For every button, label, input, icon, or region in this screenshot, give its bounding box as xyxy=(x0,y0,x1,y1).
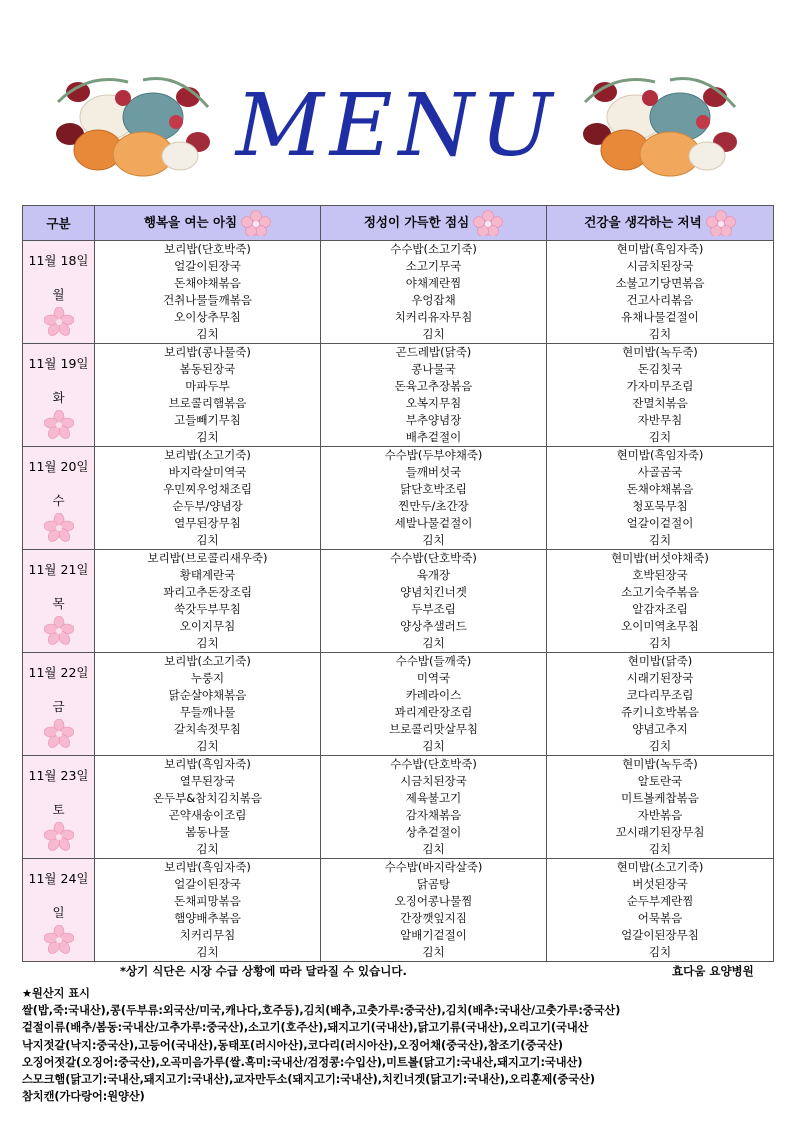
day-cell xyxy=(23,447,95,550)
lunch-cell xyxy=(321,653,547,756)
dish-item: 김치 xyxy=(648,636,672,650)
dish-item: 봄동나물 xyxy=(185,825,230,839)
dish-item: 누룽지 xyxy=(190,671,225,685)
dish-item: 보리밥(소고기죽) xyxy=(164,448,251,462)
pumpkin-bouquet-icon xyxy=(48,62,218,180)
dish-item: 온두부&참치김치볶음 xyxy=(153,791,262,805)
dish-item: 햄양배추볶음 xyxy=(174,911,241,925)
header-lunch-label: 정성이 가득한 점심 xyxy=(363,214,470,230)
dish-item: 김치 xyxy=(196,739,219,753)
dish-item: 알토란국 xyxy=(637,774,683,788)
dish-item: 제육불고기 xyxy=(405,791,462,805)
dish-item: 수수밥(단호박죽) xyxy=(390,551,477,565)
dish-item: 쥬키니호박볶음 xyxy=(621,705,699,719)
dish-item: 알감자조림 xyxy=(632,602,688,616)
origin-line: 낙지젓갈(낙지:중국산),고등어(국내산),동태포(러시아산),코다리(러시아산),오징어채(중국산),참조기(중국산) xyxy=(22,1038,563,1052)
dish-item: 김치 xyxy=(422,327,445,341)
dish-item: 건고사리볶음 xyxy=(626,293,694,307)
dish-item: 무들깨나물 xyxy=(179,705,236,719)
dish-item: 얼갈이된장무침 xyxy=(621,928,699,942)
lunch-cell xyxy=(321,756,547,859)
dish-item: 사골곰국 xyxy=(637,465,683,479)
menu-change-note: *상기 식단은 시장 수급 상황에 따라 달라질 수 있습니다. xyxy=(120,964,407,978)
dish-item: 수수밥(두부야채죽) xyxy=(384,448,483,462)
day-row xyxy=(23,550,774,653)
day-date: 11월 18일 xyxy=(28,253,89,268)
dish-item: 자반무침 xyxy=(637,413,683,427)
dish-item: 브로콜리햄볶음 xyxy=(168,396,247,410)
dinner-cell xyxy=(547,756,774,859)
page-title: MENU xyxy=(235,76,559,176)
hospital-name: 효다움 요양병원 xyxy=(672,964,754,978)
dish-item: 간장깻잎지짐 xyxy=(400,911,467,925)
flower-icon xyxy=(23,307,94,341)
dish-item: 수수밥(소고기죽) xyxy=(390,242,477,256)
dish-item: 보리밥(흑임자죽) xyxy=(164,757,251,771)
dish-item: 김치 xyxy=(196,842,219,856)
dish-item: 쑥갓두부무침 xyxy=(174,602,241,616)
dish-item: 순두부계란찜 xyxy=(626,894,694,908)
dish-item: 김치 xyxy=(196,327,219,341)
dish-item: 양념고추지 xyxy=(632,722,688,736)
day-row xyxy=(23,344,774,447)
dish-item: 수수밥(바지락살죽) xyxy=(384,860,483,874)
dish-item: 코다리무조림 xyxy=(626,688,694,702)
dish-item: 미트볼케찹볶음 xyxy=(621,791,699,805)
dish-item: 오이지무침 xyxy=(179,619,236,633)
lunch-cell xyxy=(321,344,547,447)
lunch-cell xyxy=(321,859,547,962)
day-cell xyxy=(23,241,95,344)
dish-item: 열무된장무침 xyxy=(174,516,241,530)
dish-item: 현미밥(닭죽) xyxy=(627,654,693,668)
day-date: 11월 23일 xyxy=(28,768,89,783)
dish-item: 부추양념장 xyxy=(405,413,462,427)
origin-line: 쌀(밥,죽:국내산),콩(두부류:외국산/미국,캐나다,호주등),김치(배추,고춧가루:중국산),김치(배추:국내산/고춧가루:중국산) xyxy=(22,1004,621,1018)
dish-item: 고들빼기무침 xyxy=(174,413,241,427)
dish-item: 육개장 xyxy=(416,568,451,582)
menu-body xyxy=(23,241,774,962)
dish-item: 황태계란국 xyxy=(179,568,236,582)
day-date: 11월 21일 xyxy=(28,562,89,577)
day-cell xyxy=(23,344,95,447)
dish-item: 김치 xyxy=(196,636,219,650)
dish-item: 우민찌우엉채조림 xyxy=(163,482,252,496)
dish-item: 닭곰탕 xyxy=(416,877,451,891)
dish-item: 돈채야채볶음 xyxy=(626,482,694,496)
dish-item: 얼갈이겉절이 xyxy=(626,516,694,530)
dish-item: 바지락살미역국 xyxy=(168,465,247,479)
dish-item: 보리밥(단호박죽) xyxy=(164,242,251,256)
header-dinner-label: 건강을 생각하는 저녁 xyxy=(584,214,702,230)
dish-item: 돈육고추장볶음 xyxy=(394,379,473,393)
origin-notice xyxy=(22,985,782,1105)
dish-item: 치커리유자무침 xyxy=(394,310,473,324)
dish-item: 양념치킨너겟 xyxy=(400,585,467,599)
dish-item: 어묵볶음 xyxy=(637,911,683,925)
dish-item: 수수밥(들깨죽) xyxy=(395,654,472,668)
flower-icon xyxy=(473,210,503,236)
day-weekday: 일 xyxy=(52,905,65,920)
dish-item: 콩나물국 xyxy=(411,362,456,376)
dish-item: 알배기겉절이 xyxy=(400,928,467,942)
origin-line: 참치캔(가다랑어:원양산) xyxy=(22,1090,145,1104)
dish-item: 김치 xyxy=(648,430,672,444)
dish-item: 현미밥(흑임자죽) xyxy=(616,448,704,462)
dish-item: 열무된장국 xyxy=(179,774,236,788)
day-date: 11월 22일 xyxy=(28,665,89,680)
header-lunch xyxy=(321,206,547,241)
breakfast-cell xyxy=(95,447,321,550)
dinner-cell xyxy=(547,550,774,653)
header-category: 구분 xyxy=(23,206,95,241)
dish-item: 찐만두/초간장 xyxy=(398,499,469,513)
day-weekday: 목 xyxy=(52,596,65,611)
dish-item: 곤약새송이조림 xyxy=(168,808,247,822)
flower-icon xyxy=(241,210,271,236)
lunch-cell xyxy=(321,550,547,653)
dish-item: 얼갈이된장국 xyxy=(174,259,241,273)
day-weekday: 수 xyxy=(52,493,65,508)
flower-icon xyxy=(23,513,94,547)
dish-item: 오이미역초무침 xyxy=(621,619,699,633)
flower-icon xyxy=(23,410,94,444)
dish-item: 꽈리계란장조림 xyxy=(394,705,473,719)
dish-item: 갈치속젓무침 xyxy=(174,722,241,736)
dish-item: 야채계란찜 xyxy=(405,276,462,290)
dish-item: 소고기무국 xyxy=(405,259,462,273)
dish-item: 두부조림 xyxy=(411,602,456,616)
weekly-menu-table xyxy=(22,205,774,962)
dish-item: 브로콜리맛살무침 xyxy=(389,722,478,736)
breakfast-cell xyxy=(95,859,321,962)
dish-item: 시래기된장국 xyxy=(626,671,694,685)
dish-item: 카레라이스 xyxy=(405,688,462,702)
header-breakfast-label: 행복을 여는 아침 xyxy=(143,214,238,230)
origin-line: 스모크햄(닭고기:국내산,돼지고기:국내산),교자만두소(돼지고기:국내산),치킨너겟(닭고기:국내산),오리훈제(중국산) xyxy=(22,1073,595,1087)
day-weekday: 화 xyxy=(52,390,65,405)
breakfast-cell xyxy=(95,550,321,653)
day-date: 11월 24일 xyxy=(28,871,89,886)
day-date: 11월 19일 xyxy=(28,356,89,371)
dish-item: 마파두부 xyxy=(185,379,230,393)
dish-item: 버섯된장국 xyxy=(632,877,688,891)
flower-icon xyxy=(23,719,94,753)
day-row xyxy=(23,756,774,859)
day-cell xyxy=(23,859,95,962)
lunch-cell xyxy=(321,447,547,550)
dish-item: 김치 xyxy=(422,945,445,959)
dish-item: 보리밥(소고기죽) xyxy=(164,654,251,668)
dish-item: 김치 xyxy=(648,842,672,856)
day-row xyxy=(23,653,774,756)
dish-item: 돈채야채볶음 xyxy=(174,276,241,290)
day-weekday: 토 xyxy=(52,802,65,817)
origin-line: 오징어젓갈(오징어:중국산),오곡미음가루(쌀.흑미:국내산/검정콩:수입산),미트볼(닭고기:국내산,돼지고기:국내산) xyxy=(22,1055,583,1069)
dish-item: 꽈리고추돈장조림 xyxy=(163,585,252,599)
breakfast-cell xyxy=(95,241,321,344)
dish-item: 배추겉절이 xyxy=(405,430,462,444)
dish-item: 오복지무침 xyxy=(405,396,462,410)
breakfast-cell xyxy=(95,653,321,756)
dinner-cell xyxy=(547,859,774,962)
breakfast-cell xyxy=(95,344,321,447)
dish-item: 김치 xyxy=(196,945,219,959)
dish-item: 감자채볶음 xyxy=(405,808,462,822)
dish-item: 곤드레밥(닭죽) xyxy=(395,345,472,359)
day-row xyxy=(23,447,774,550)
dinner-cell xyxy=(547,653,774,756)
origin-line: 겉절이류(배추/봄동:국내산/고추가루:중국산),소고기(호주산),돼지고기(국내산),닭고기류(국내산),오리고기(국내산 xyxy=(22,1021,589,1035)
dish-item: 양상추샐러드 xyxy=(400,619,467,633)
dish-item: 봄동된장국 xyxy=(179,362,236,376)
dish-item: 김치 xyxy=(648,533,672,547)
dish-item: 김치 xyxy=(648,945,672,959)
flower-icon xyxy=(23,822,94,856)
flower-icon xyxy=(23,925,94,959)
dish-item: 현미밥(녹두죽) xyxy=(622,345,698,359)
dish-item: 김치 xyxy=(196,533,219,547)
dish-item: 김치 xyxy=(422,636,445,650)
day-cell xyxy=(23,653,95,756)
header-dinner xyxy=(547,206,774,241)
dish-item: 얼갈이된장국 xyxy=(174,877,241,891)
origin-line: ★원산지 표시 xyxy=(22,987,90,1000)
dish-item: 시금치된장국 xyxy=(626,259,694,273)
dish-item: 들깨버섯국 xyxy=(405,465,462,479)
day-row xyxy=(23,241,774,344)
dish-item: 자반볶음 xyxy=(637,808,683,822)
dinner-cell xyxy=(547,447,774,550)
day-weekday: 월 xyxy=(52,287,65,302)
dish-item: 청포묵무침 xyxy=(632,499,688,513)
dish-item: 김치 xyxy=(422,842,445,856)
dinner-cell xyxy=(547,344,774,447)
dish-item: 돈채피망볶음 xyxy=(174,894,241,908)
day-weekday: 금 xyxy=(52,699,65,714)
dish-item: 현미밥(흑임자죽) xyxy=(616,242,704,256)
dish-item: 건취나물들깨볶음 xyxy=(163,293,252,307)
dish-item: 보리밥(콩나물죽) xyxy=(164,345,251,359)
dish-item: 유채나물겉절이 xyxy=(621,310,699,324)
dish-item: 김치 xyxy=(196,430,219,444)
dish-item: 가자미무조림 xyxy=(626,379,694,393)
dish-item: 순두부/양념장 xyxy=(172,499,243,513)
day-cell xyxy=(23,756,95,859)
dish-item: 꼬시래기된장무침 xyxy=(615,825,705,839)
dish-item: 소고기숙주볶음 xyxy=(621,585,699,599)
day-date: 11월 20일 xyxy=(28,459,89,474)
dish-item: 잔멸치볶음 xyxy=(632,396,688,410)
dish-item: 수수밥(단호박죽) xyxy=(390,757,477,771)
dish-item: 돈김칫국 xyxy=(637,362,683,376)
dish-item: 닭단호박조림 xyxy=(400,482,467,496)
dish-item: 김치 xyxy=(648,327,672,341)
page-header xyxy=(0,0,794,200)
breakfast-cell xyxy=(95,756,321,859)
dish-item: 현미밥(소고기죽) xyxy=(616,860,704,874)
dish-item: 오이상추무침 xyxy=(174,310,241,324)
dish-item: 상추겉절이 xyxy=(405,825,462,839)
dinner-cell xyxy=(547,241,774,344)
dish-item: 미역국 xyxy=(416,671,451,685)
dish-item: 김치 xyxy=(422,533,445,547)
day-row xyxy=(23,859,774,962)
dish-item: 현미밥(녹두죽) xyxy=(622,757,698,771)
pumpkin-bouquet-icon xyxy=(575,62,745,180)
dish-item: 소불고기당면볶음 xyxy=(615,276,705,290)
flower-icon xyxy=(23,616,94,650)
dish-item: 보리밥(흑임자죽) xyxy=(164,860,251,874)
dish-item: 시금치된장국 xyxy=(400,774,467,788)
dish-item: 오징어콩나물찜 xyxy=(394,894,473,908)
dish-item: 보리밥(브로콜리새우죽) xyxy=(147,551,268,565)
dish-item: 현미밥(버섯야채죽) xyxy=(611,551,709,565)
lunch-cell xyxy=(321,241,547,344)
dish-item: 김치 xyxy=(422,739,445,753)
dish-item: 호박된장국 xyxy=(632,568,688,582)
flower-icon xyxy=(706,210,736,236)
dish-item: 세발나물겉절이 xyxy=(394,516,473,530)
dish-item: 치커리무침 xyxy=(179,928,236,942)
dish-item: 우엉잡채 xyxy=(411,293,456,307)
header-breakfast xyxy=(95,206,321,241)
day-cell xyxy=(23,550,95,653)
header-row xyxy=(23,206,774,241)
dish-item: 김치 xyxy=(648,739,672,753)
dish-item: 닭순살야채볶음 xyxy=(168,688,247,702)
